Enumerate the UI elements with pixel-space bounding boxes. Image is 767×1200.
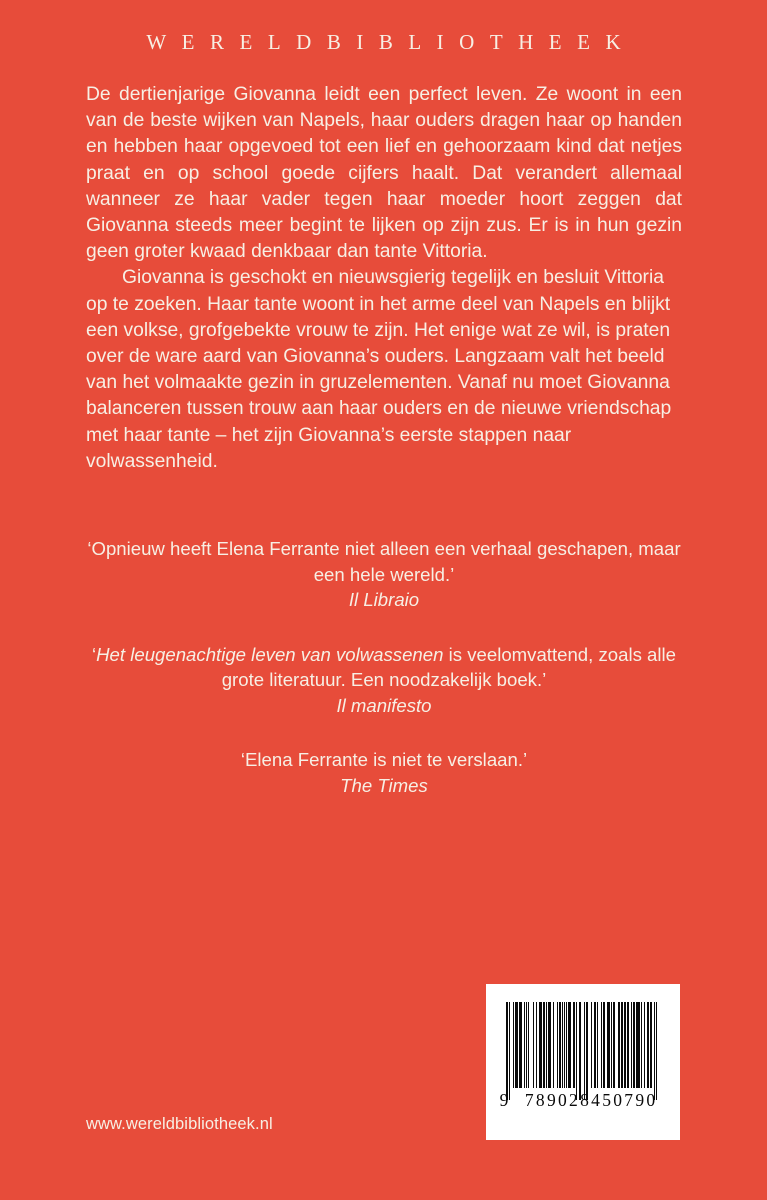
barcode-digits [496, 1090, 668, 1111]
review-quote-2-text-before: ‘ [91, 643, 97, 665]
review-quotes [86, 536, 682, 798]
review-quote-2-text-after: is veelomvattend, zoals alle grote literatuur. Een noodzakelijk boek.’ [221, 643, 676, 690]
barcode [486, 984, 680, 1140]
blurb-text [86, 82, 682, 475]
review-quote-1-body [86, 536, 682, 587]
barcode-digit-group: 789028450790 [524, 1090, 658, 1110]
blurb-paragraph-1: De dertienjarige Giovanna leidt een perfect leven. Ze woont in een van de beste wijken van Napels, haar ouders dragen haar op handen en hebben haar opgevoed tot een lief en gehoorzaam kind dat netjes praat en op school goede cijfers haalt. Dat verandert allemaal wanneer ze haar vader tegen haar moeder hoort zeggen dat Giovanna steeds meer begint te lijken op zijn zus. Er is in hun gezin geen groter kwaad denkbaar dan tante Vittoria. [86, 84, 682, 263]
barcode-bars [506, 1002, 658, 1100]
review-quote-3 [86, 747, 682, 798]
review-quote-2-body [86, 642, 682, 693]
review-quote-2-italic-title: Het leugenachtige leven van volwassenen [96, 643, 444, 665]
publisher-website-url[interactable]: www.wereldbibliotheek.nl [86, 1115, 273, 1133]
barcode-bar [656, 1002, 657, 1100]
publisher-wordmark: WERELDBIBLIOTHEEK [146, 30, 637, 54]
review-quote-3-body [86, 747, 682, 773]
barcode-lead-digit: 9 [499, 1090, 509, 1110]
review-quote-3-text-before: ‘Elena Ferrante is niet te verslaan.’ [240, 749, 528, 770]
review-quote-1-text-before: ‘Opnieuw heeft Elena Ferrante niet alleen een verhaal geschapen, maar een hele wereld.’ [87, 538, 681, 585]
review-quote-3-source: The Times [340, 774, 428, 796]
review-quote-1 [86, 536, 682, 613]
blurb-paragraph-2: Giovanna is geschokt en nieuwsgierig tegelijk en besluit Vittoria op te zoeken. Haar tante woont in het arme deel van Napels en blijkt een volkse, grofgebekte vrouw te zijn. Het enige wat ze wil, is praten over de ware aard van Giovanna’s ouders. Langzaam valt het beeld van het volmaakte gezin in gruzelementen. Vanaf nu moet Giovanna balanceren tussen trouw aan haar ouders en de nieuwe vriendschap met haar tante – het zijn Giovanna’s eerste stappen naar volwassenheid. [86, 267, 672, 472]
barcode-graphic [506, 1002, 658, 1100]
review-quote-2-source: Il manifesto [336, 694, 432, 716]
review-quote-1-source: Il Libraio [348, 589, 420, 610]
review-quote-2 [86, 642, 682, 719]
